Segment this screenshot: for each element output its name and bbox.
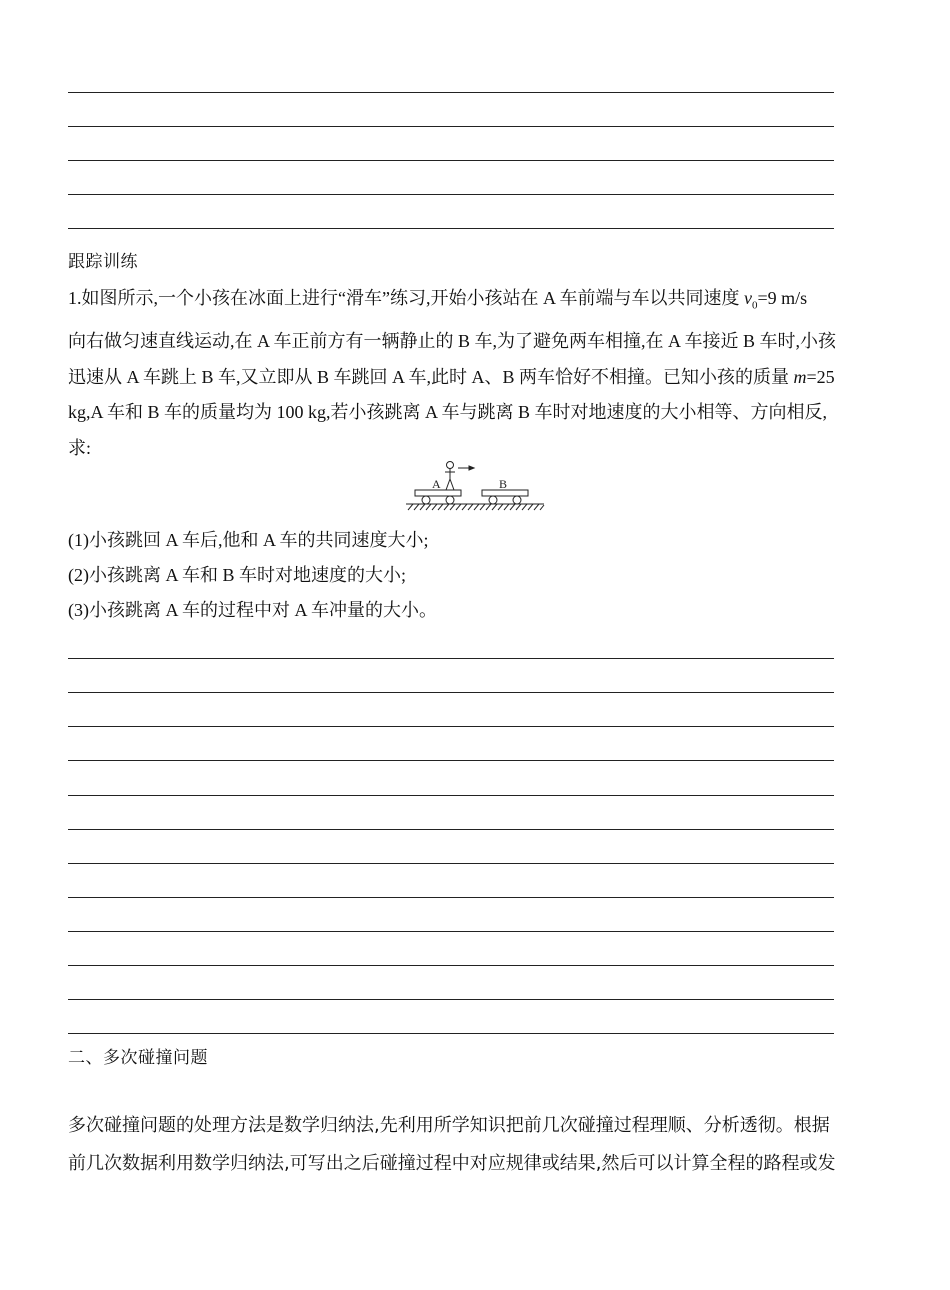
- cart-a-label: A: [432, 477, 441, 491]
- question-1: (1)小孩跳回 A 车后,他和 A 车的共同速度大小;: [68, 530, 429, 550]
- cart-b-label: B: [499, 477, 508, 491]
- child-head: [447, 462, 454, 469]
- answer-line: [68, 897, 834, 898]
- problem-line: 1.如图所示,一个小孩在冰面上进行“滑车”练习,开始小孩站在 A 车前端与车以共同速度 $v_0=9$ m/s: [68, 288, 808, 312]
- cart-a-wheel-icon: [446, 496, 454, 504]
- problem-line: 向右做匀速直线运动,在 A 车正前方有一辆静止的 B 车,为了避免两车相撞,在 A 车接近 B 车时,小孩: [68, 331, 837, 352]
- answer-line: [68, 863, 834, 864]
- child-leg-left: [446, 479, 450, 490]
- question-3: (3)小孩跳离 A 车的过程中对 A 车冲量的大小。: [68, 600, 437, 620]
- answer-line: [68, 658, 834, 659]
- answer-line: [68, 126, 834, 127]
- answer-line: [68, 931, 834, 932]
- cart-b-wheel-icon: [489, 496, 497, 504]
- section-heading-multiple-collisions: 二、多次碰撞问题: [68, 1048, 208, 1068]
- cart-a-wheel-icon: [422, 496, 430, 504]
- answer-line: [68, 1033, 834, 1034]
- cart-b-wheel-icon: [513, 496, 521, 504]
- answer-line: [68, 999, 834, 1000]
- arrow-head-icon: [469, 466, 474, 470]
- answer-line: [68, 829, 834, 830]
- carts-figure: [404, 458, 546, 518]
- question-2: (2)小孩跳离 A 车和 B 车时对地速度的大小;: [68, 565, 406, 585]
- answer-line: [68, 692, 834, 693]
- answer-line: [68, 726, 834, 727]
- child-leg-right: [450, 479, 454, 490]
- answer-line: [68, 760, 834, 761]
- answer-line: [68, 965, 834, 966]
- answer-line: [68, 795, 834, 796]
- paragraph-line: 前几次数据利用数学归纳法,可写出之后碰撞过程中对应规律或结果,然后可以计算全程的路程或发: [68, 1153, 836, 1174]
- problem-line: kg,A 车和 B 车的质量均为 100 kg,若小孩跳离 A 车与跳离 B 车时对地速度的大小相等、方向相反,: [68, 402, 828, 423]
- problem-line: 求:: [68, 437, 92, 458]
- problem-1-text: [68, 281, 882, 466]
- answer-line: [68, 228, 834, 229]
- ground-hatching: [408, 504, 544, 510]
- problem-line: 迅速从 A 车跳上 B 车,又立即从 B 车跳回 A 车,此时 A、B 两车恰好不相撞。已知小孩的质量 m=25: [68, 366, 835, 387]
- answer-line: [68, 194, 834, 195]
- paragraph-line: 多次碰撞问题的处理方法是数学归纳法,先利用所学知识把前几次碰撞过程理顺、分析透彻。根据: [68, 1115, 830, 1136]
- section-two-paragraph: [68, 1107, 888, 1183]
- answer-line: [68, 92, 834, 93]
- answer-line: [68, 160, 834, 161]
- section-heading-follow-up: 跟踪训练: [68, 252, 138, 272]
